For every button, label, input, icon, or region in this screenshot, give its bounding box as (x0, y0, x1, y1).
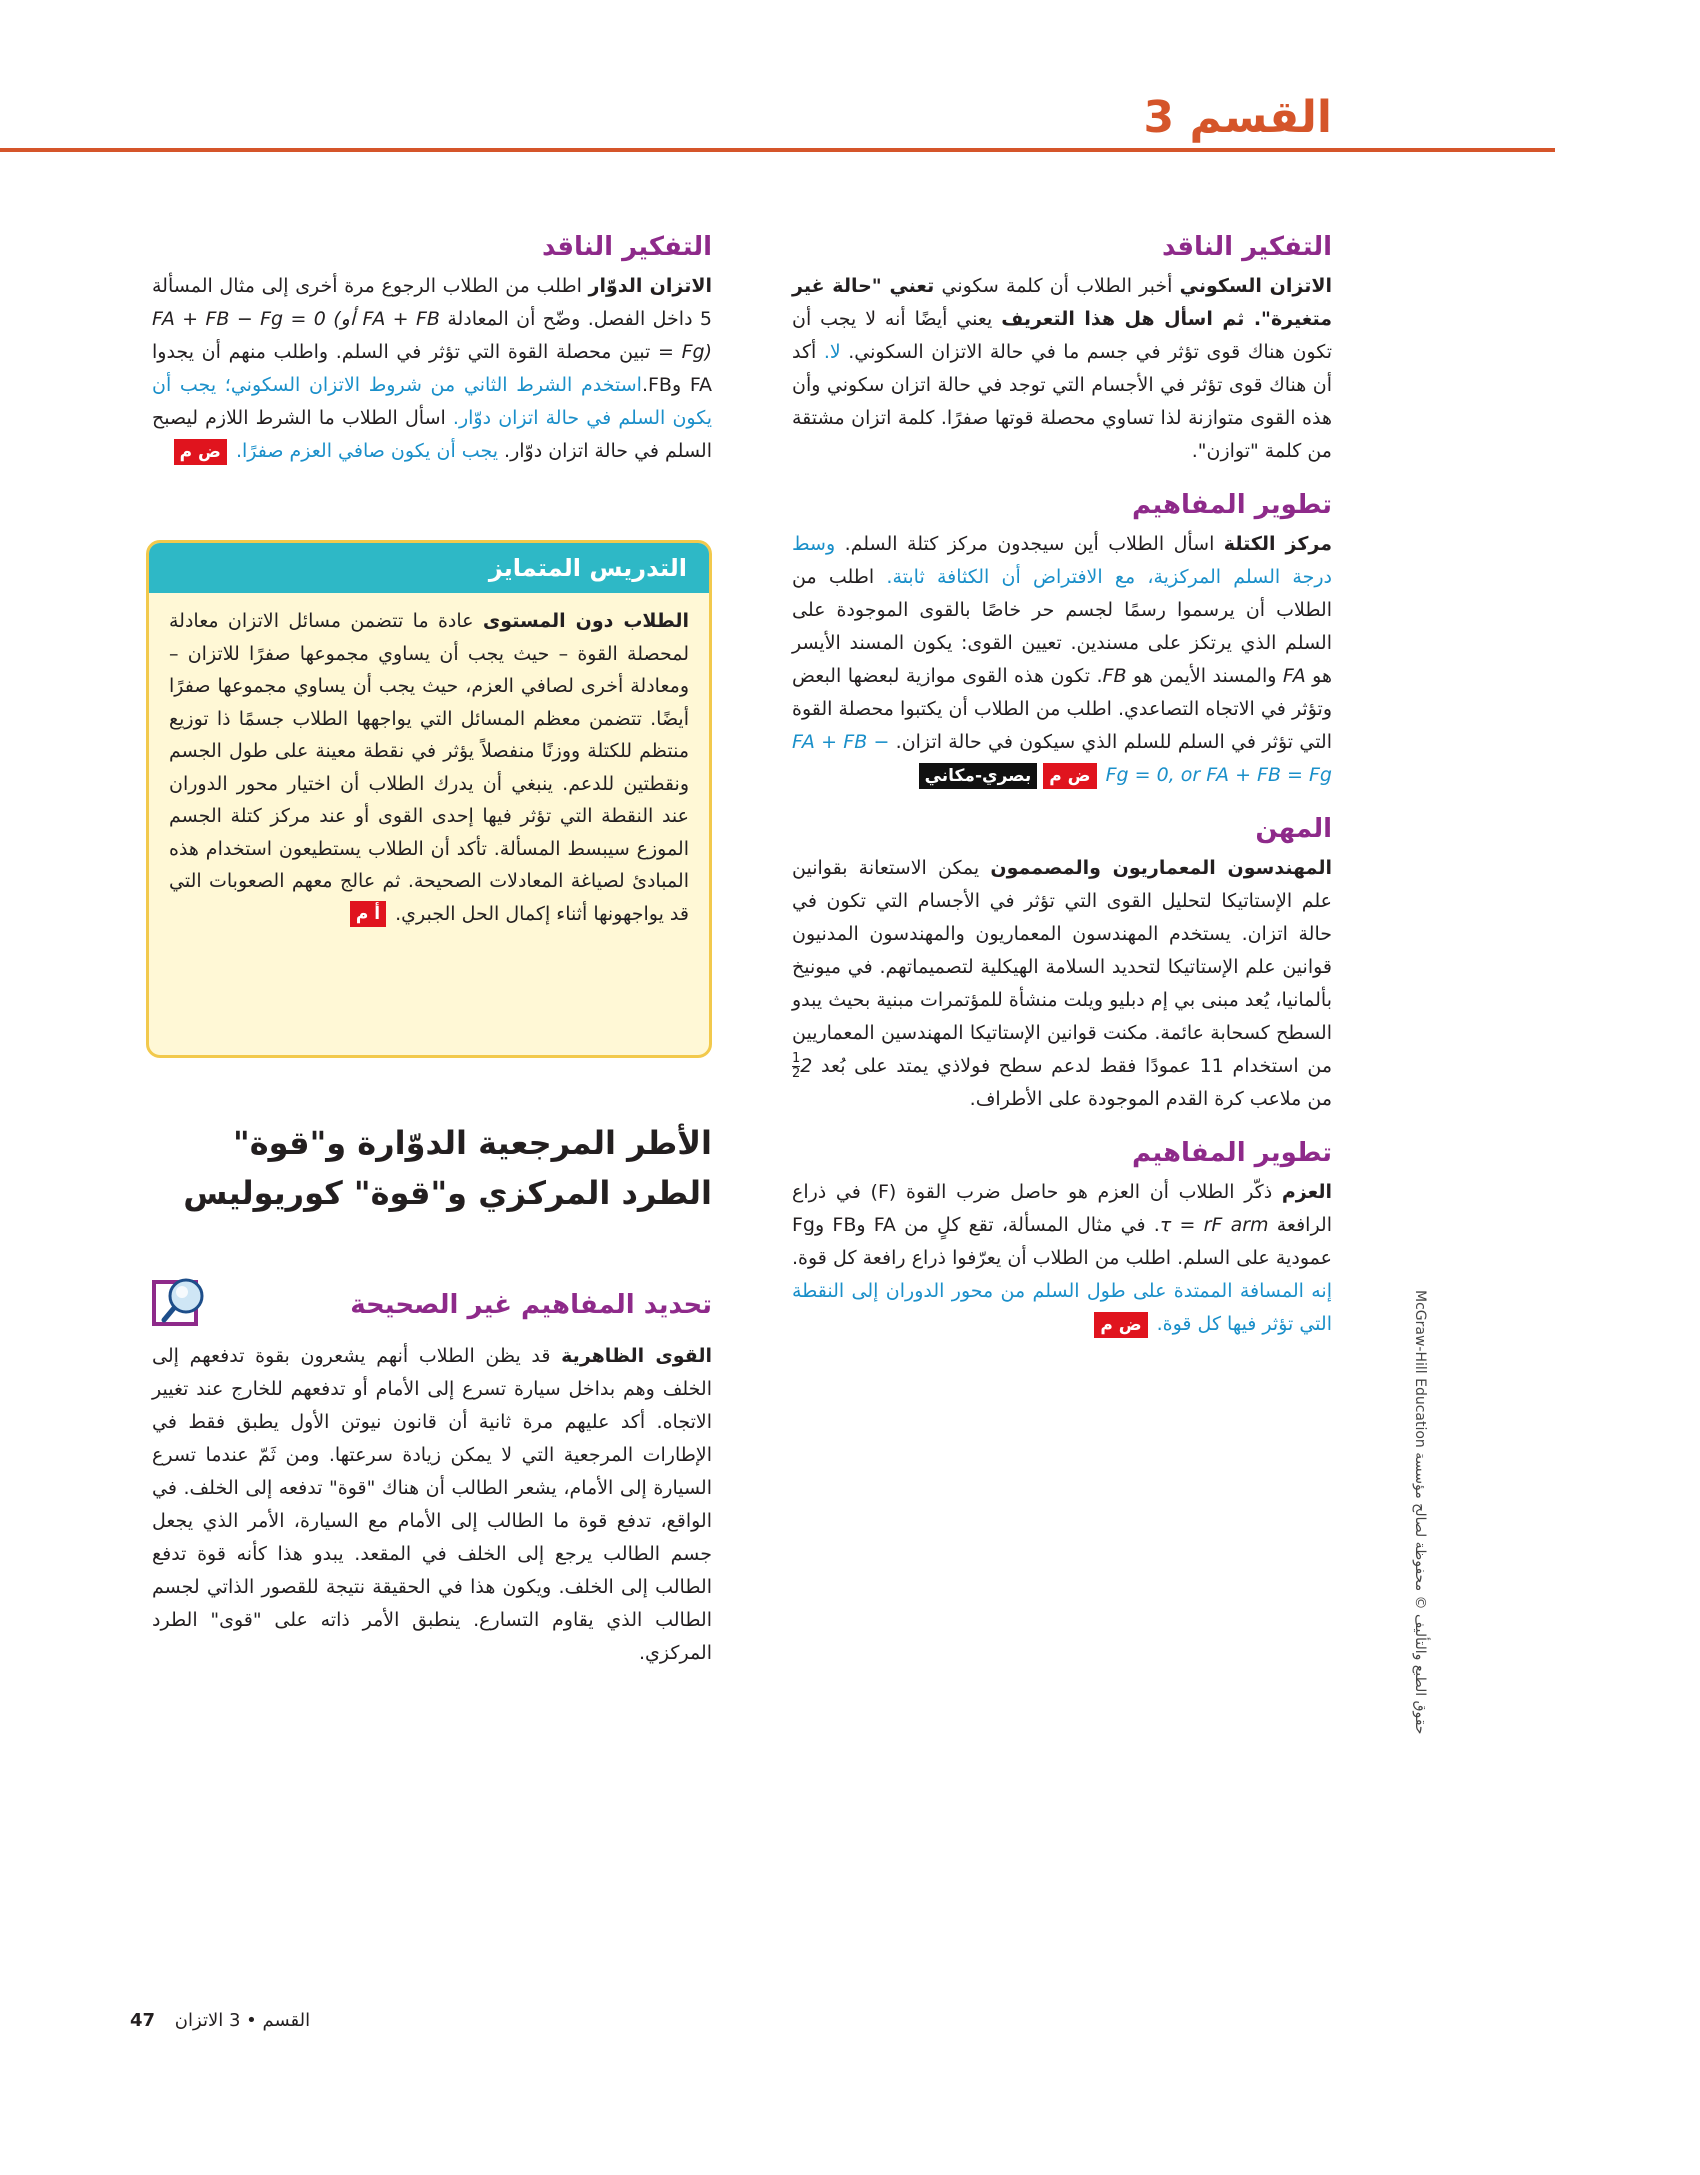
misconceptions-heading: تحديد المفاهيم غير الصحيحة (350, 1290, 712, 1320)
page-number: 47 (130, 2010, 156, 2031)
learning-style-tag: بصري-مكاني (919, 763, 1038, 789)
critical-thinking-heading-2: التفكير الناقد (541, 232, 712, 262)
copyright-credit: حقوق الطبع والتأليف © محفوظة لصالح مؤسسة McGraw-Hill Education (1412, 1290, 1428, 1735)
fraction: $\frac{1}{2}$ (792, 1051, 801, 1081)
equation: τ = rF arm (1159, 1214, 1269, 1236)
rotational-equilibrium-paragraph: الاتزان الدوّار اطلب من الطلاب الرجوع مرة أخرى إلى مثال المسألة 5 داخل الفصل. وضّح أن المعادلة FA + FB − Fg = 0 (أو FA + FB = Fg) تبين محصلة القوة التي تؤثر في السلم. واطلب منهم أن يجدوا FA وFB.استخدم الشرط الثاني من شروط الاتزان السكوني؛ يجب أن يكون السلم في حالة اتزان دوّار. اسأل الطلاب ما الشرط اللازم ليصبح السلم في حالة اتزان دوّار. يجب أن يكون صافي العزم صفرًا. ض م (152, 270, 712, 468)
equation: FA + FB − Fg = 0, or FA + FB = Fg (792, 731, 1332, 786)
concept-development-paragraph: مركز الكتلة اسأل الطلاب أين سيجدون مركز كتلة السلم. وسط درجة السلم المركزية، مع الافتراض أن الكثافة ثابتة. اطلب من الطلاب أن يرسموا رسمًا لجسم حر خاصًا بالقوى الموجودة على السلم الذي يرتكز على مسندين. تعيين القوى: يكون المسند الأيسر هو FA والمسند الأيمن هو FB. تكون هذه القوى موازية لبعضها البعض وتؤثر في الاتجاه التصاعدي. اطلب من الطلاب أن يكتبوا محصلة القوة التي تؤثر في السلم للسلم الذي سيكون في حالة اتزان. FA + FB − Fg = 0, or FA + FB = Fg ض مبصري-مكاني (792, 528, 1332, 792)
section-title: القسم 3 (1143, 92, 1332, 143)
magnifier-icon (152, 1274, 214, 1336)
differentiated-instruction-box (146, 540, 712, 1058)
lead-term: المهندسون المعماريون والمصممون (990, 857, 1333, 879)
lead-term: الاتزان الدوّار (588, 275, 713, 297)
torque-paragraph: العزم ذكّر الطلاب أن العزم هو حاصل ضرب القوة (F) في ذراع الرافعة τ = rF arm. في مثال المسألة، تقع كلٍ من FA وFB وFg عمودية على السلم. اطلب من الطلاب أن يعرّفوا ذراع رافعة كل قوة. إنه المسافة الممتدة على طول السلم من محور الدوران إلى النقطة التي تؤثر فيها كل قوة. ض م (792, 1176, 1332, 1341)
critical-thinking-paragraph: الاتزان السكوني أخبر الطلاب أن كلمة سكوني تعني "حالة غير متغيرة". ثم اسأل هل هذا التعريف يعني أيضًا أنه لا يجب أن تكون هناك قوى تؤثر في جسم ما في حالة الاتزان السكوني. لا. أكد أن هناك قوى تؤثر في الأجسام التي توجد في حالة اتزان سكوني وأن هذه القوى متوازنة لذا تساوي محصلة قوتها صفرًا. كلمة اتزان مشتقة من كلمة "توازن". (792, 275, 1332, 462)
answer-text: إنه المسافة الممتدة على طول السلم من محور الدوران إلى النقطة التي تؤثر فيها كل قوة. (792, 1280, 1332, 1335)
careers-paragraph: المهندسون المعماريون والمصممون يمكن الاستعانة بقوانين علم الإستاتيكا لتحليل القوى التي تؤثر في الأجسام التي تكون في حالة اتزان. يستخدم المهندسون المعماريون والمهندسون المدنيون قوانين علم الإستاتيكا لتحديد السلامة الهيكلية لتصميماتهم. في ميونيخ بألمانيا، يُعد مبنى بي إم دبليو ويلت منشأة للمؤتمرات مبنية بحيث يبدو السطح كسحابة عائمة. مكنت قوانين الإستاتيكا المهندسين المعماريين من استخدام 11 عمودًا فقط لدعم سطح فولاذي يمتد على بُعد 2 $\frac{1}{2}$ من ملاعب كرة القدم الموجودة على الأطراف. (792, 857, 1333, 1110)
critical-thinking-heading: التفكير الناقد (1161, 232, 1332, 262)
page-footer-inbounds (130, 2010, 310, 2031)
lead-term: الطلاب دون المستوى (482, 610, 689, 632)
skill-tag: أ م (350, 901, 386, 927)
right-column (792, 228, 1332, 1341)
left-column (152, 228, 712, 468)
skill-tag: ض م (1043, 763, 1096, 789)
concept-development-heading-2: تطوير المفاهيم (1132, 1138, 1332, 1168)
concept-development-heading: تطوير المفاهيم (1132, 490, 1332, 520)
skill-tag: ض م (174, 439, 227, 465)
box-heading: التدريس المتمايز (149, 543, 709, 593)
answer-text: يجب أن يكون صافي العزم صفرًا. (235, 440, 498, 462)
careers-heading: المهن (1255, 814, 1332, 844)
section-heading: الأطر المرجعية الدوّارة و"قوة" الطرد المركزي و"قوة" كوريوليس (183, 1124, 712, 1212)
misconceptions-paragraph: القوى الظاهرية قد يظن الطلاب أنهم يشعرون بقوة تدفعهم إلى الخلف وهم بداخل سيارة تسرع إلى الأمام أو تدفعهم للخارج عند تغيير الاتجاه. أكد عليهم مرة ثانية أن قانون نيوتن الأول يطبق فقط في الإطارات المرجعية التي لا يمكن زيادة سرعتها. ومن ثَمّ عندما تسرع السيارة إلى الأمام، يشعر الطالب أن هناك "قوة" تدفعه إلى الخلف. في الواقع، تدفع قوة ما الطالب إلى الأمام مع السيارة، الأمر الذي يجعل جسم الطالب يرجع إلى الخلف في المقعد. يبدو هذا كأنه قوة تدفع الطالب إلى الخلف. ويكون هذا في الحقيقة نتيجة للقصور الذاتي لجسم الطالب الذي يقاوم التسارع. ينطبق الأمر ذاته على "قوى" الطرد المركزي. (152, 1345, 712, 1664)
lead-term: مركز الكتلة (1223, 533, 1332, 555)
lead-term: الاتزان السكوني (1179, 275, 1332, 297)
answer-text: استخدم الشرط الثاني من شروط الاتزان السكوني؛ يجب أن يكون السلم في حالة اتزان دوّار. (152, 374, 712, 429)
box-body: الطلاب دون المستوى عادة ما تتضمن مسائل الاتزان معادلة لمحصلة القوة – حيث يجب أن يساوي مجموعها صفرًا للاتزان – ومعادلة أخرى لصافي العزم، حيث يجب أن يساوي مجموعها صفرًا أيضًا. تتضمن معظم المسائل التي يواجهها الطلاب جسمًا ذا توزيع منتظم للكتلة ووزنًا منفصلاً يؤثر في نقطة معينة على طول الجسم ونقطتين للدعم. ينبغي أن يدرك الطلاب أن اختيار محور الدوران عند النقطة التي تؤثر فيها إحدى القوى أو عند مركز كتلة الجسم الموزع سيبسط المسألة. تأكد أن الطلاب يستطيعون استخدام هذه المبادئ لصياغة المعادلات الصحيحة. ثم عالج معهم الصعوبات التي قد يواجهونها أثناء إكمال الحل الجبري. أ م (149, 593, 709, 942)
equation: FA + FB − Fg = 0 (أو FA + FB = Fg) (152, 308, 712, 363)
header-rule (0, 148, 1555, 152)
skill-tag: ض م (1094, 1312, 1147, 1338)
misconceptions-header (152, 1290, 712, 1320)
misconceptions-body (152, 1340, 712, 1670)
lead-term: العزم (1281, 1181, 1332, 1203)
answer-text: لا. (823, 341, 841, 363)
answer-text: وسط درجة السلم المركزية، مع الافتراض أن الكثافة ثابتة. (792, 533, 1332, 588)
footer-label: القسم • 3 الاتزان (174, 2010, 311, 2031)
lead-term: القوى الظاهرية (561, 1345, 712, 1367)
